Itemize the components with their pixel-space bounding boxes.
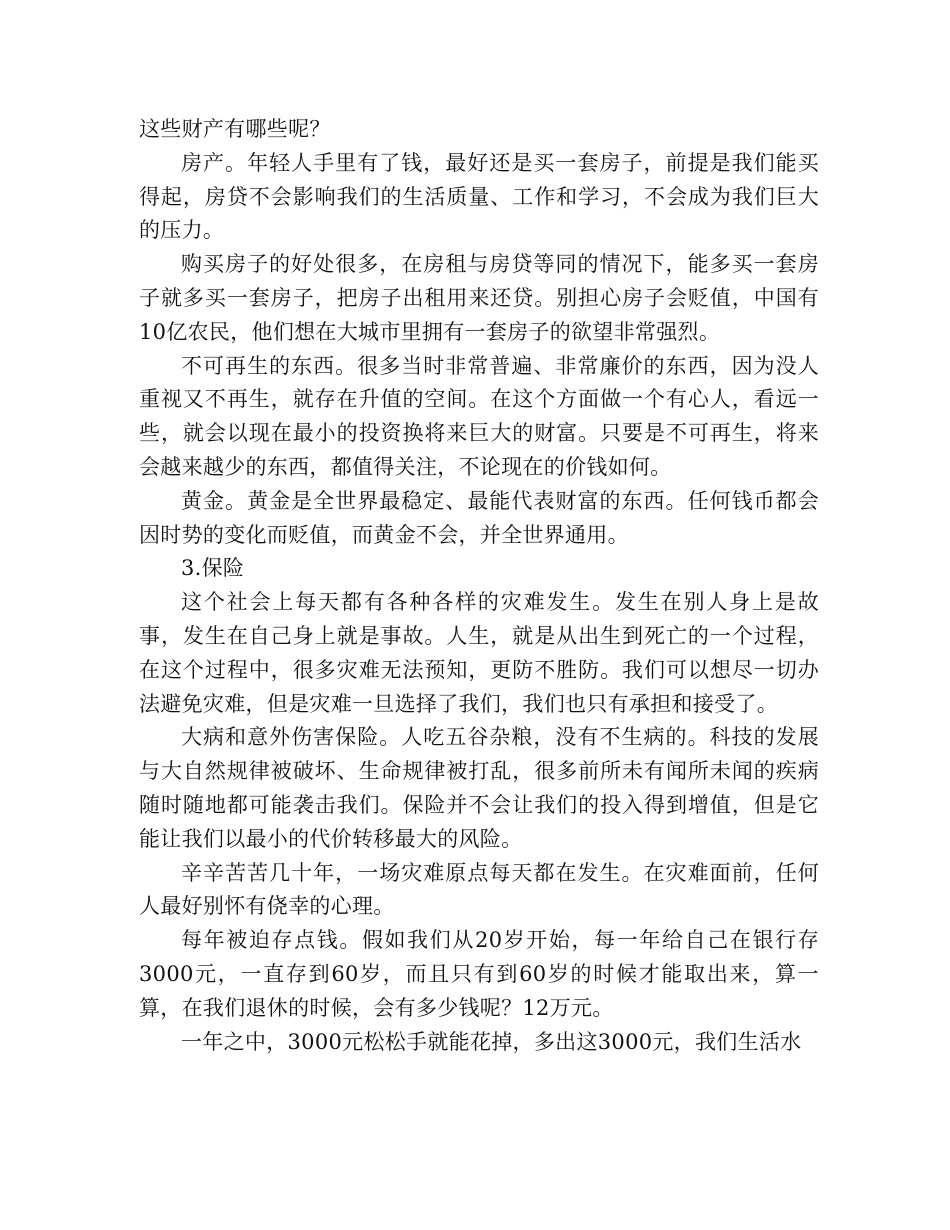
paragraph-7: 这个社会上每天都有各种各样的灾难发生。发生在别人身上是故事，发生在自己身上就是事故。人生，就是从出生到死亡的一个过程，在这个过程中，很多灾难无法预知，更防不胜防。我们可以想尽一切办法避免灾难，但是灾难一旦选择了我们，我们也只有承担和接受了。 [139,590,819,716]
paragraph-4: 不可再生的东西。很多当时非常普遍、非常廉价的东西，因为没人重视又不再生，就存在升值的空间。在这个方面做一个有心人，看远一些，就会以现在最小的投资换将来巨大的财富。只要是不可再生，将来会越来越少的东西，都值得关注，不论现在的价钱如何。 [139,353,819,479]
paragraph-5: 黄金。黄金是全世界最稳定、最能代表财富的东西。任何钱币都会因时势的变化而贬值，而黄金不会，并全世界通用。 [139,488,819,547]
section-heading-insurance: 3.保险 [181,556,245,581]
paragraph-3: 购买房子的好处很多，在房租与房贷等同的情况下，能多买一套房子就多买一套房子，把房子出租用来还贷。别担心房子会贬值，中国有10亿农民，他们想在大城市里拥有一套房子的欲望非常强烈。 [139,252,819,344]
document-body [139,113,819,1059]
paragraph-10: 每年被迫存点钱。假如我们从20岁开始，每一年给自己在银行存3000元，一直存到60岁，而且只有到60岁的时候才能取出来，算一算，在我们退休的时候，会有多少钱呢？12万元。 [139,928,819,1020]
paragraph-2: 房产。年轻人手里有了钱，最好还是买一套房子，前提是我们能买得起，房贷不会影响我们的生活质量、工作和学习，不会成为我们巨大的压力。 [139,150,819,243]
paragraph-1: 这些财产有哪些呢？ [139,117,331,141]
paragraph-9: 辛辛苦苦几十年，一场灾难原点每天都在发生。在灾难面前，任何人最好别怀有侥幸的心理。 [139,860,819,919]
paragraph-8: 大病和意外伤害保险。人吃五谷杂粮，没有不生病的。科技的发展与大自然规律被破坏、生命规律被打乱，很多前所未有闻所未闻的疾病随时随地都可能袭击我们。保险并不会让我们的投入得到增值，但是它能让我们以最小的代价转移最大的风险。 [139,725,819,851]
paragraph-11: 一年之中，3000元松松手就能花掉，多出这3000元，我们生活水 [181,1029,802,1054]
